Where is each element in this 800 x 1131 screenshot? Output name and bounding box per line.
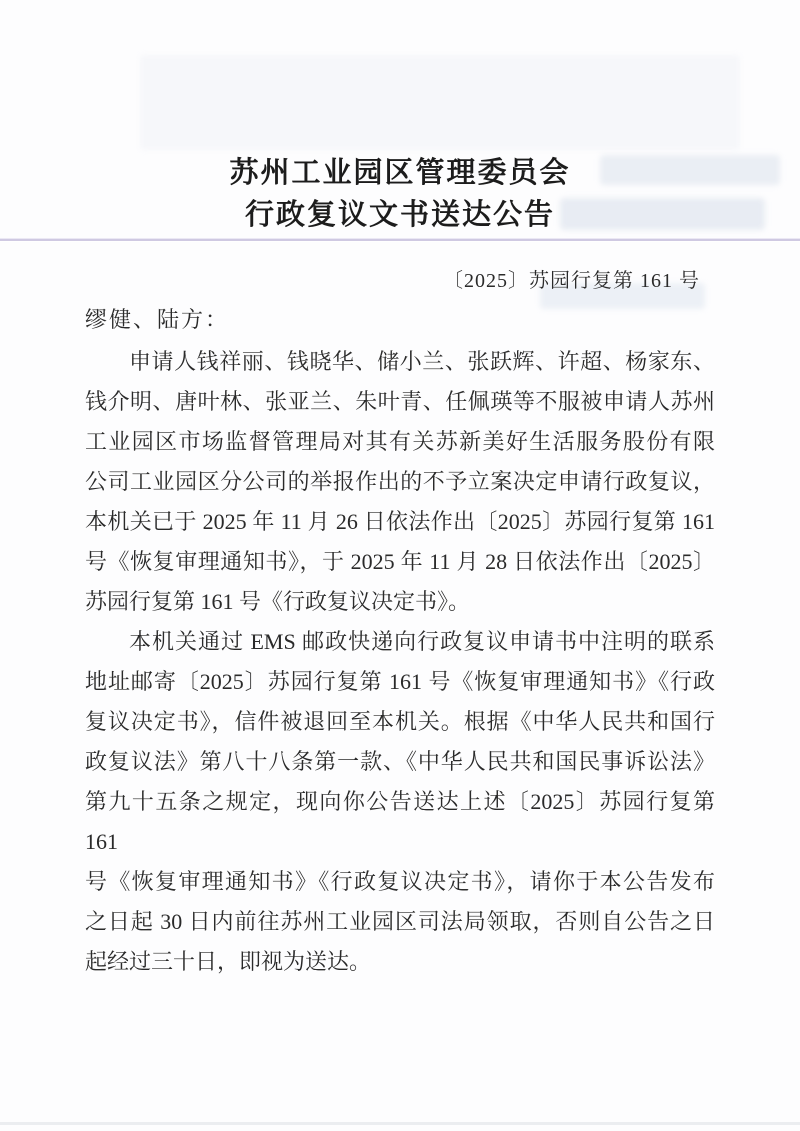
doc-number: 〔2025〕苏园行复第 161 号	[443, 270, 700, 292]
notice-body	[85, 342, 715, 982]
text-line: 政复议法》第八十八条第一款、《中华人民共和国民事诉讼法》	[85, 749, 715, 774]
text-line: 之日起 30 日内前往苏州工业园区司法局领取，否则自公告之日	[85, 909, 715, 934]
paragraph	[85, 622, 715, 982]
notice-title-line-2: 行政复议文书送达公告	[244, 199, 555, 231]
text-line: 本机关已于 2025 年 11 月 26 日依法作出〔2025〕苏园行复第 161	[85, 509, 715, 534]
text-line: 第九十五条之规定，现向你公告送达上述〔2025〕苏园行复第 161	[85, 789, 715, 854]
notice-title	[0, 152, 800, 236]
text-line: 工业园区市场监督管理局对其有关苏新美好生活服务股份有限	[85, 429, 715, 454]
paragraph	[85, 342, 715, 622]
scan-edge-shadow	[0, 1122, 800, 1125]
text-line: 申请人钱祥丽、钱晓华、储小兰、张跃辉、许超、杨家东、	[129, 349, 715, 374]
text-line: 钱介明、唐叶林、张亚兰、朱叶青、任佩瑛等不服被申请人苏州	[85, 389, 715, 414]
text-line: 号《恢复审理通知书》《行政复议决定书》，请你于本公告发布	[85, 869, 715, 894]
text-line: 苏园行复第 161 号《行政复议决定书》。	[85, 589, 471, 614]
text-line: 号《恢复审理通知书》，于 2025 年 11 月 28 日依法作出〔2025〕	[85, 549, 715, 574]
text-line: 复议决定书》，信件被退回至本机关。根据《中华人民共和国行	[85, 709, 715, 734]
text-line: 公司工业园区分公司的举报作出的不予立案决定申请行政复议，	[85, 469, 715, 494]
text-line: 本机关通过 EMS 邮政快递向行政复议申请书中注明的联系	[129, 629, 715, 654]
notice-title-line-1: 苏州工业园区管理委员会	[229, 157, 571, 189]
separator-line	[0, 239, 800, 241]
text-line: 起经过三十日，即视为送达。	[85, 949, 372, 974]
text-line: 地址邮寄〔2025〕苏园行复第 161 号《恢复审理通知书》《行政	[85, 669, 715, 694]
bleedthrough-artifact	[140, 55, 740, 150]
addressee: 缪健、陆方：	[85, 307, 230, 332]
